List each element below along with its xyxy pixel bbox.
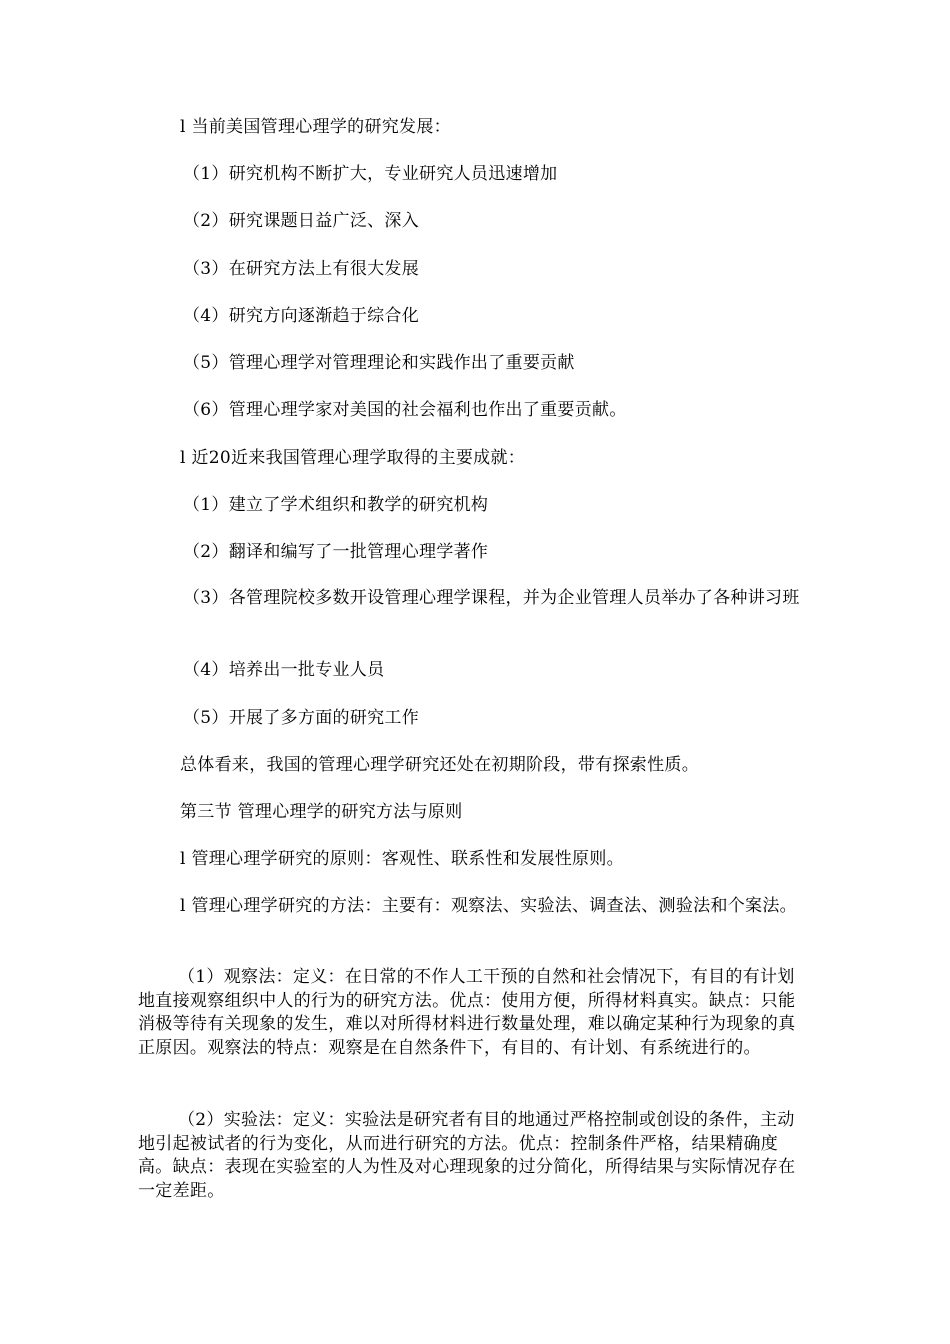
list-item: （6）管理心理学家对美国的社会福利也作出了重要贡献。 [183, 400, 627, 420]
list-item: （4）培养出一批专业人员 [183, 660, 385, 680]
list-item: （1）研究机构不断扩大，专业研究人员迅速增加 [183, 164, 558, 184]
section-title: 第三节 管理心理学的研究方法与原则 [180, 802, 463, 822]
list-item: （2）翻译和编写了一批管理心理学著作 [183, 542, 489, 562]
section1-heading: l 当前美国管理心理学的研究发展： [180, 117, 451, 137]
summary-text: 总体看来，我国的管理心理学研究还处在初期阶段，带有探索性质。 [180, 755, 699, 775]
observation-paragraph: （1）观察法：定义：在日常的不作人工干预的自然和社会情况下，有目的有计划地直接观察组织中人的行为的研究方法。优点：使用方便，所得材料真实。缺点：只能消极等待有关现象的发生，难以对所得材料进行数量处理，难以确定某种行为现象的真正原因。观察法的特点：观察是在自然条件下，有目的、有计划、有系统进行的。 [138, 967, 796, 1058]
list-item: （5）开展了多方面的研究工作 [183, 708, 420, 728]
list-item: （5）管理心理学对管理理论和实践作出了重要贡献 [183, 353, 575, 373]
list-item: （2）研究课题日益广泛、深入 [183, 211, 420, 231]
list-item: （4）研究方向逐渐趋于综合化 [183, 306, 420, 326]
list-item: （3）各管理院校多数开设管理心理学课程，并为企业管理人员举办了各种讲习班 [183, 588, 800, 608]
list-item: （3）在研究方法上有很大发展 [183, 259, 420, 279]
section2-heading: l 近20近来我国管理心理学取得的主要成就： [180, 448, 526, 468]
methods-text: l 管理心理学研究的方法：主要有：观察法、实验法、调查法、测验法和个案法。 [180, 896, 797, 916]
experiment-paragraph: （2）实验法：定义：实验法是研究者有目的地通过严格控制或创设的条件，主动地引起被试者的行为变化，从而进行研究的方法。优点：控制条件严格，结果精确度高。缺点：表现在实验室的人为性及对心理现象的过分简化，所得结果与实际情况存在一定差距。 [138, 1110, 796, 1201]
list-item: （1）建立了学术组织和教学的研究机构 [183, 495, 489, 515]
principles-text: l 管理心理学研究的原则：客观性、联系性和发展性原则。 [180, 849, 624, 869]
